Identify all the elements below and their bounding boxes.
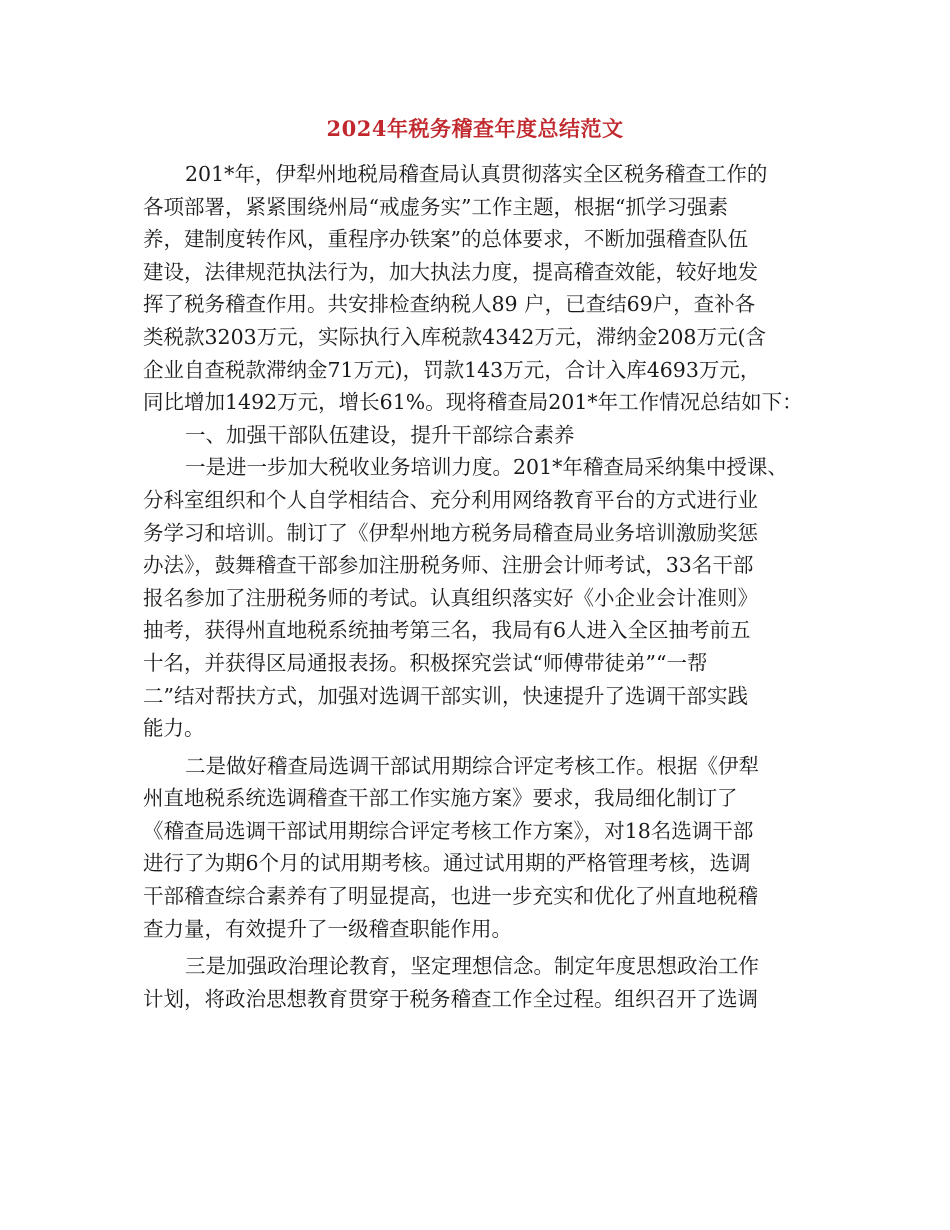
text-line: 务学习和培训。制订了《伊犁州地方税务局稽查局业务培训激励奖惩 — [143, 520, 758, 545]
text-line: 州直地税系统选调稽查干部工作实施方案》要求，我局细化制订了 — [143, 786, 738, 811]
text-line: 干部稽查综合素养有了明显提高，也进一步充实和优化了州直地税稽 — [143, 884, 758, 909]
document-title: 2024年税务稽查年度总结范文 — [326, 116, 624, 141]
text-line: 能力。 — [143, 716, 205, 741]
text-line: 计划，将政治思想教育贯穿于税务稽查工作全过程。组织召开了选调 — [143, 986, 758, 1011]
text-line: 企业自查税款滞纳金71万元)，罚款143万元，合计入库4693万元， — [143, 357, 761, 382]
text-line: 建设，法律规范执法行为，加大执法力度，提高稽查效能，较好地发 — [143, 259, 758, 284]
text-line: 分科室组织和个人自学相结合、充分利用网络教育平台的方式进行业 — [143, 487, 758, 512]
text-line: 各项部署，紧紧围绕州局“戒虚务实”工作主题，根据“抓学习强素 — [143, 194, 728, 219]
text-line: 《稽查局选调干部试用期综合评定考核工作方案》，对18名选调干部 — [143, 818, 754, 843]
text-line: 报名参加了注册税务师的考试。认真组织落实好《小企业会计准则》 — [143, 585, 758, 610]
text-line: 办法》，鼓舞稽查干部参加注册税务师、注册会计师考试，33名干部 — [143, 553, 754, 578]
text-line: 类税款3203万元，实际执行入库税款4342万元，滞纳金208万元(含 — [143, 324, 766, 349]
text-line: 抽考，获得州直地税系统抽考第三名，我局有6人进入全区抽考前五 — [143, 618, 751, 643]
text-line: 进行了为期6个月的试用期考核。通过试用期的严格管理考核，选调 — [143, 851, 751, 876]
document-body — [143, 158, 823, 1015]
text-line: 十名，并获得区局通报表扬。积极探究尝试“师傅带徒弟”“一帮 — [143, 650, 708, 675]
text-line: 挥了税务稽查作用。共安排检查纳税人89 户，已查结69户，查补各 — [143, 292, 756, 317]
text-line: 二是做好稽查局选调干部试用期综合评定考核工作。根据《伊犁 — [185, 753, 759, 778]
text-line: 一、加强干部队伍建设，提升干部综合素养 — [185, 422, 575, 447]
text-line: 同比增加1492万元，增长61%。现将稽查局201*年工作情况总结如下： — [143, 390, 803, 415]
text-line: 一是进一步加大税收业务培训力度。201*年稽查局采纳集中授课、 — [185, 455, 788, 480]
text-line: 三是加强政治理论教育，坚定理想信念。制定年度思想政治工作 — [185, 954, 759, 979]
text-line: 201*年，伊犁州地税局稽查局认真贯彻落实全区税务稽查工作的 — [185, 162, 768, 186]
text-line: 二”结对帮扶方式，加强对选调干部实训，快速提升了选调干部实践 — [143, 683, 748, 708]
text-line: 养，建制度转作风，重程序办铁案”的总体要求，不断加强稽查队伍 — [143, 227, 748, 252]
text-line: 查力量，有效提升了一级稽查职能作用。 — [143, 916, 512, 941]
